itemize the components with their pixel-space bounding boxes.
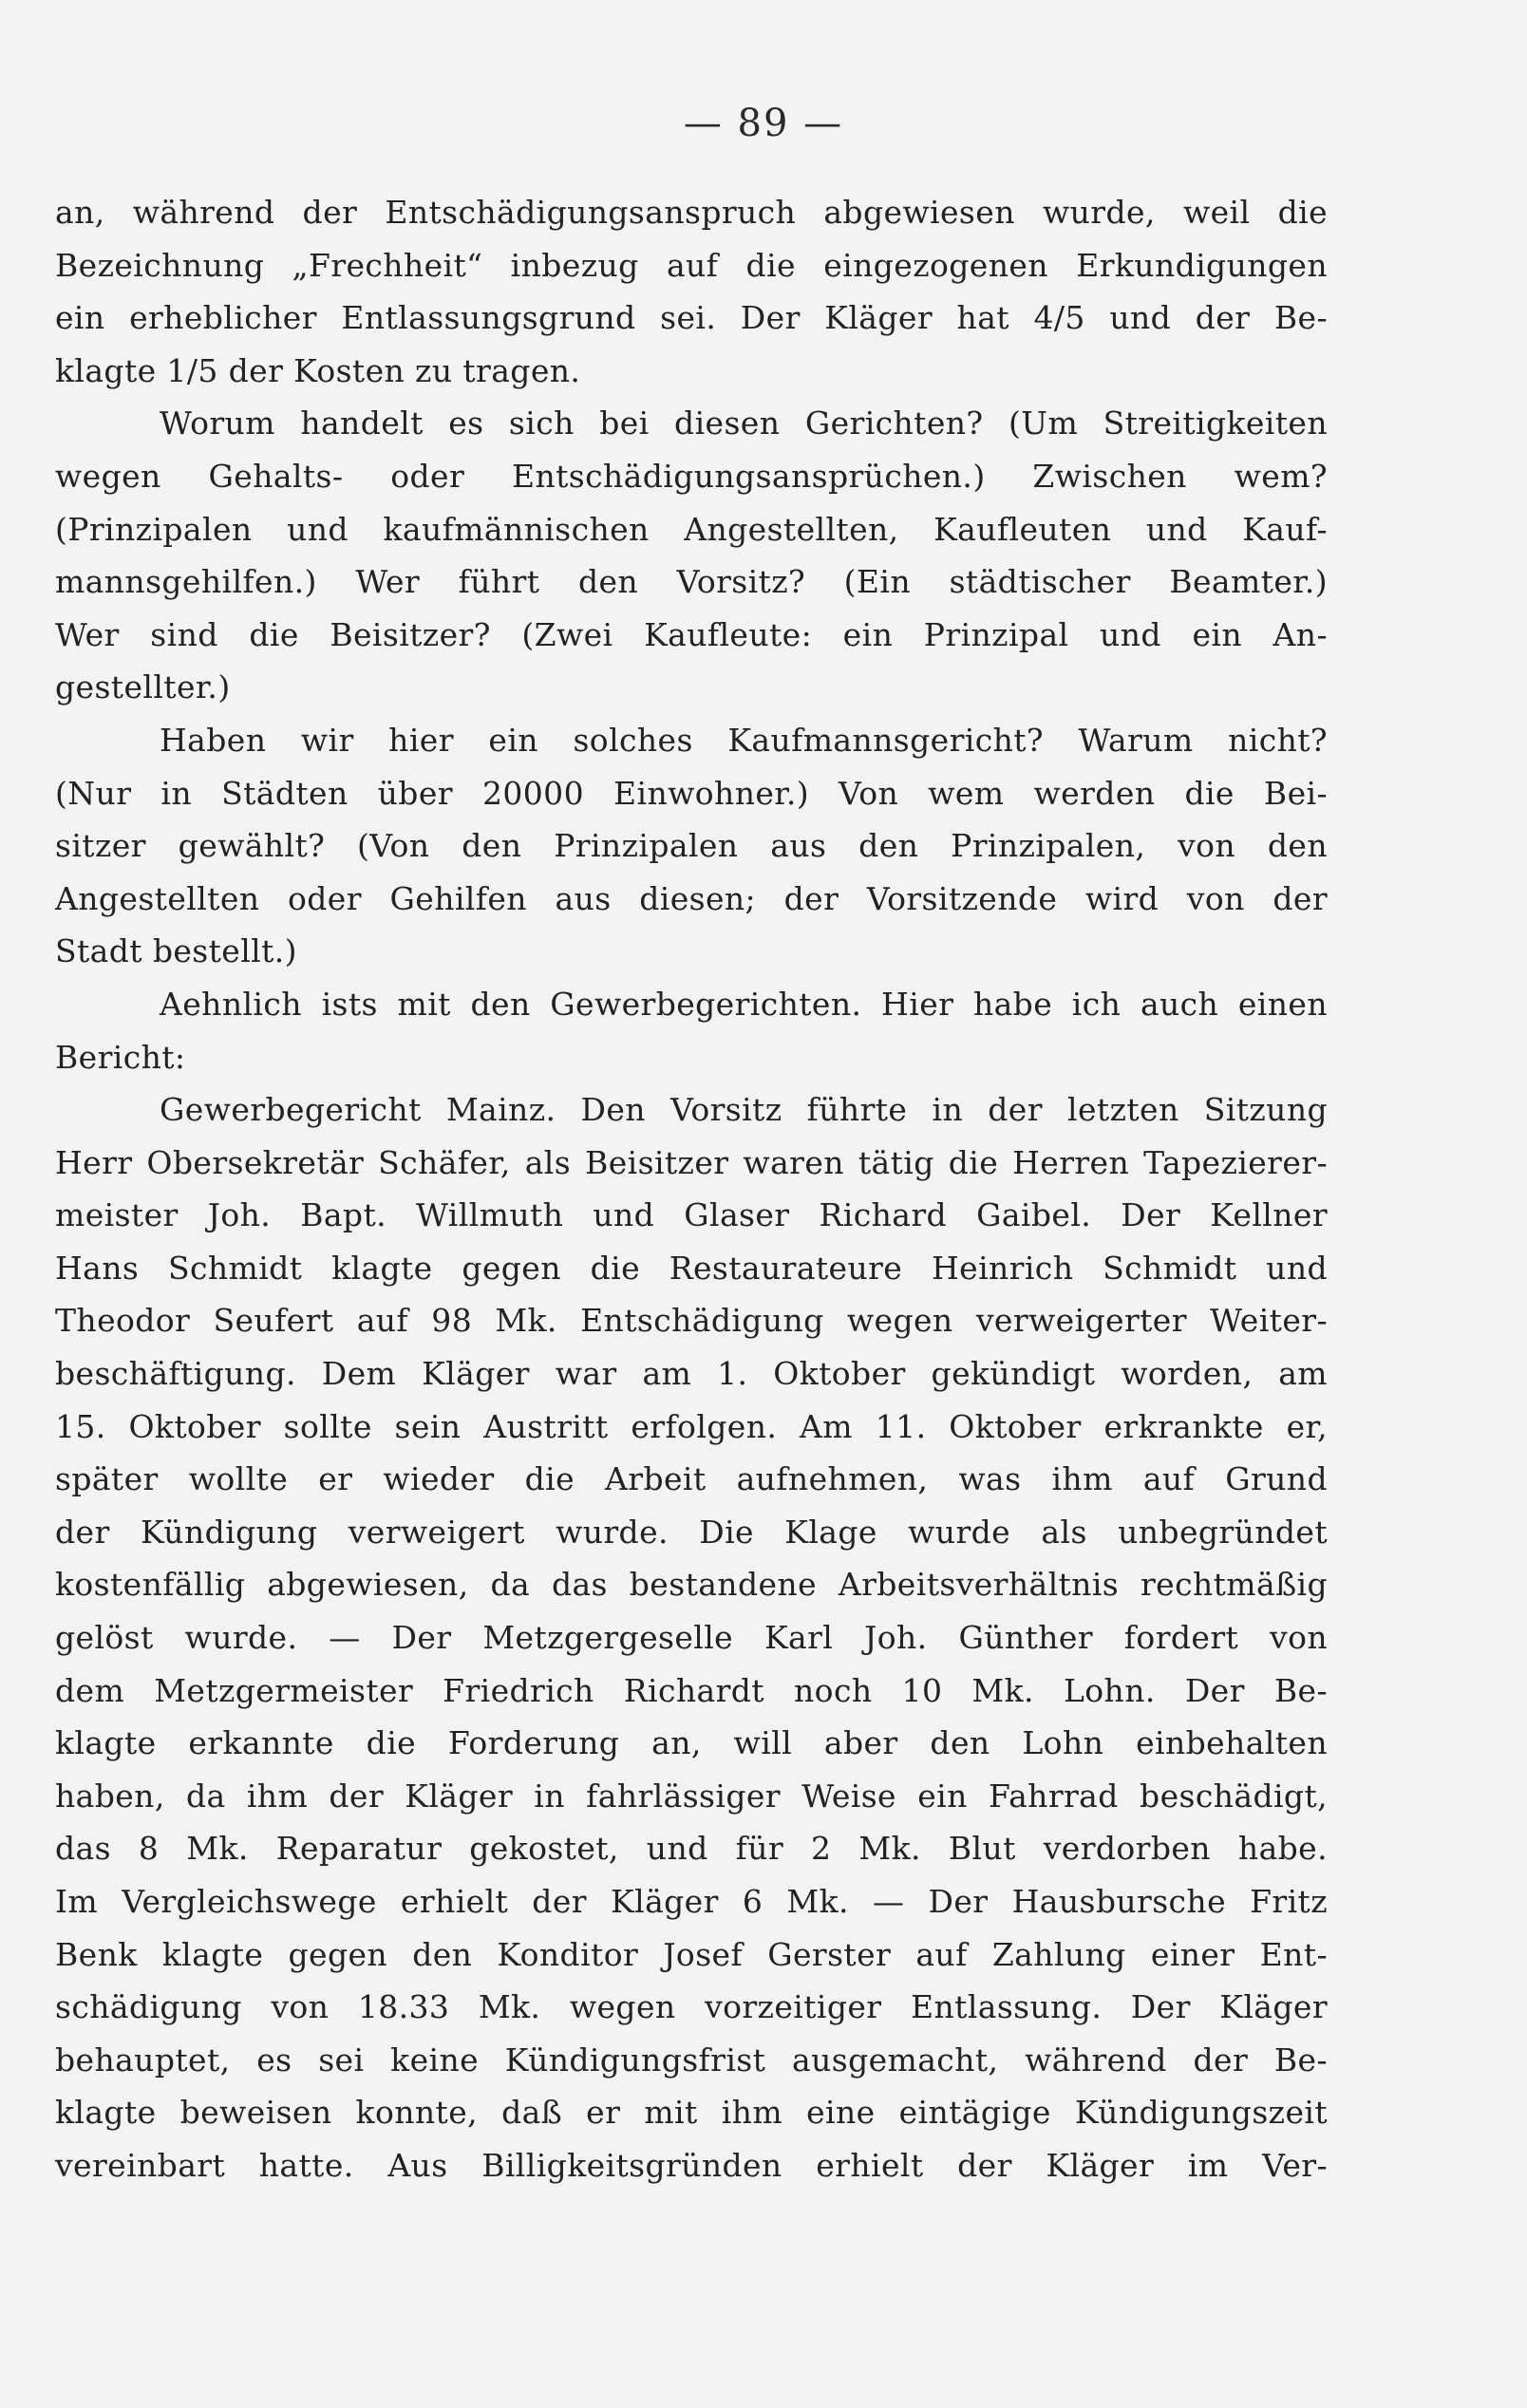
- text-line: gelöst wurde. — Der Metzgergeselle Karl Joh. Günther fordert von: [55, 1619, 1328, 1657]
- text-line: das 8 Mk. Reparatur gekostet, und für 2 Mk. Blut verdorben habe.: [55, 1830, 1328, 1868]
- text-line: kostenfällig abgewiesen, da das bestandene Arbeitsverhältnis rechtmäßig: [55, 1566, 1328, 1604]
- text-line: Haben wir hier ein solches Kaufmannsgericht? Warum nicht?: [160, 721, 1328, 759]
- text-line: haben, da ihm der Kläger in fahrlässiger Weise ein Fahrrad beschädigt,: [55, 1777, 1328, 1815]
- text-line: meister Joh. Bapt. Willmuth und Glaser Richard Gaibel. Der Kellner: [55, 1196, 1328, 1234]
- text-line: Herr Obersekretär Schäfer, als Beisitzer waren tätig die Herren Tapezierer-: [55, 1143, 1328, 1181]
- text-line: Benk klagte gegen den Konditor Josef Gerster auf Zahlung einer Ent-: [55, 1935, 1328, 1973]
- text-line: der Kündigung verweigert wurde. Die Klage wurde als unbegründet: [55, 1513, 1328, 1551]
- text-line: gestellter.): [55, 668, 231, 706]
- text-line: dem Metzgermeister Friedrich Richardt noch 10 Mk. Lohn. Der Be-: [55, 1671, 1328, 1709]
- text-line: später wollte er wieder die Arbeit aufnehmen, was ihm auf Grund: [55, 1460, 1328, 1498]
- text-line: ein erheblicher Entlassungsgrund sei. Der Kläger hat 4/5 und der Be-: [55, 299, 1328, 337]
- text-line: wegen Gehalts- oder Entschädigungsansprüchen.) Zwischen wem?: [55, 457, 1328, 495]
- text-line: klagte erkannte die Forderung an, will aber den Lohn einbehalten: [55, 1724, 1328, 1762]
- text-line: an, während der Entschädigungsanspruch abgewiesen wurde, weil die: [55, 194, 1328, 231]
- text-line: Angestellten oder Gehilfen aus diesen; der Vorsitzende wird von der: [55, 879, 1328, 917]
- text-line: klagte beweisen konnte, daß er mit ihm eine eintägige Kündigungszeit: [55, 2094, 1328, 2132]
- text-line: Bezeichnung „Frechheit“ inbezug auf die eingezogenen Erkundigungen: [55, 246, 1328, 284]
- text-line: Im Vergleichswege erhielt der Kläger 6 Mk. — Der Hausbursche Fritz: [55, 1883, 1328, 1920]
- text-line: Stadt bestellt.): [55, 932, 297, 970]
- text-line: Gewerbegericht Mainz. Den Vorsitz führte in der letzten Sitzung: [160, 1091, 1328, 1129]
- text-line: Hans Schmidt klagte gegen die Restaurateure Heinrich Schmidt und: [55, 1249, 1328, 1287]
- text-line: Worum handelt es sich bei diesen Gerichten? (Um Streitigkeiten: [160, 404, 1328, 442]
- text-line: vereinbart hatte. Aus Billigkeitsgründen erhielt der Kläger im Ver-: [55, 2146, 1328, 2184]
- text-line: beschäftigung. Dem Kläger war am 1. Oktober gekündigt worden, am: [55, 1355, 1328, 1393]
- text-line: behauptet, es sei keine Kündigungsfrist ausgemacht, während der Be-: [55, 2041, 1328, 2079]
- text-line: (Nur in Städten über 20000 Einwohner.) Von wem werden die Bei-: [55, 774, 1328, 812]
- text-line: Theodor Seufert auf 98 Mk. Entschädigung wegen verweigerter Weiter-: [55, 1302, 1328, 1340]
- text-line: 15. Oktober sollte sein Austritt erfolgen. Am 11. Oktober erkrankte er,: [55, 1407, 1328, 1445]
- text-line: schädigung von 18.33 Mk. wegen vorzeitiger Entlassung. Der Kläger: [55, 1988, 1328, 2026]
- text-line: klagte 1/5 der Kosten zu tragen.: [55, 351, 581, 389]
- text-line: (Prinzipalen und kaufmännischen Angestellten, Kaufleuten und Kauf-: [55, 510, 1328, 548]
- text-line: Wer sind die Beisitzer? (Zwei Kaufleute: ein Prinzipal und ein An-: [55, 615, 1328, 653]
- page-number: — 89 —: [683, 102, 844, 145]
- text-line: Aehnlich ists mit den Gewerbegerichten. Hier habe ich auch einen: [160, 985, 1328, 1023]
- text-line: Bericht:: [55, 1038, 186, 1076]
- body-text: [55, 186, 1328, 2192]
- text-line: mannsgehilfen.) Wer führt den Vorsitz? (Ein städtischer Beamter.): [55, 563, 1328, 601]
- text-line: sitzer gewählt? (Von den Prinzipalen aus den Prinzipalen, von den: [55, 827, 1328, 865]
